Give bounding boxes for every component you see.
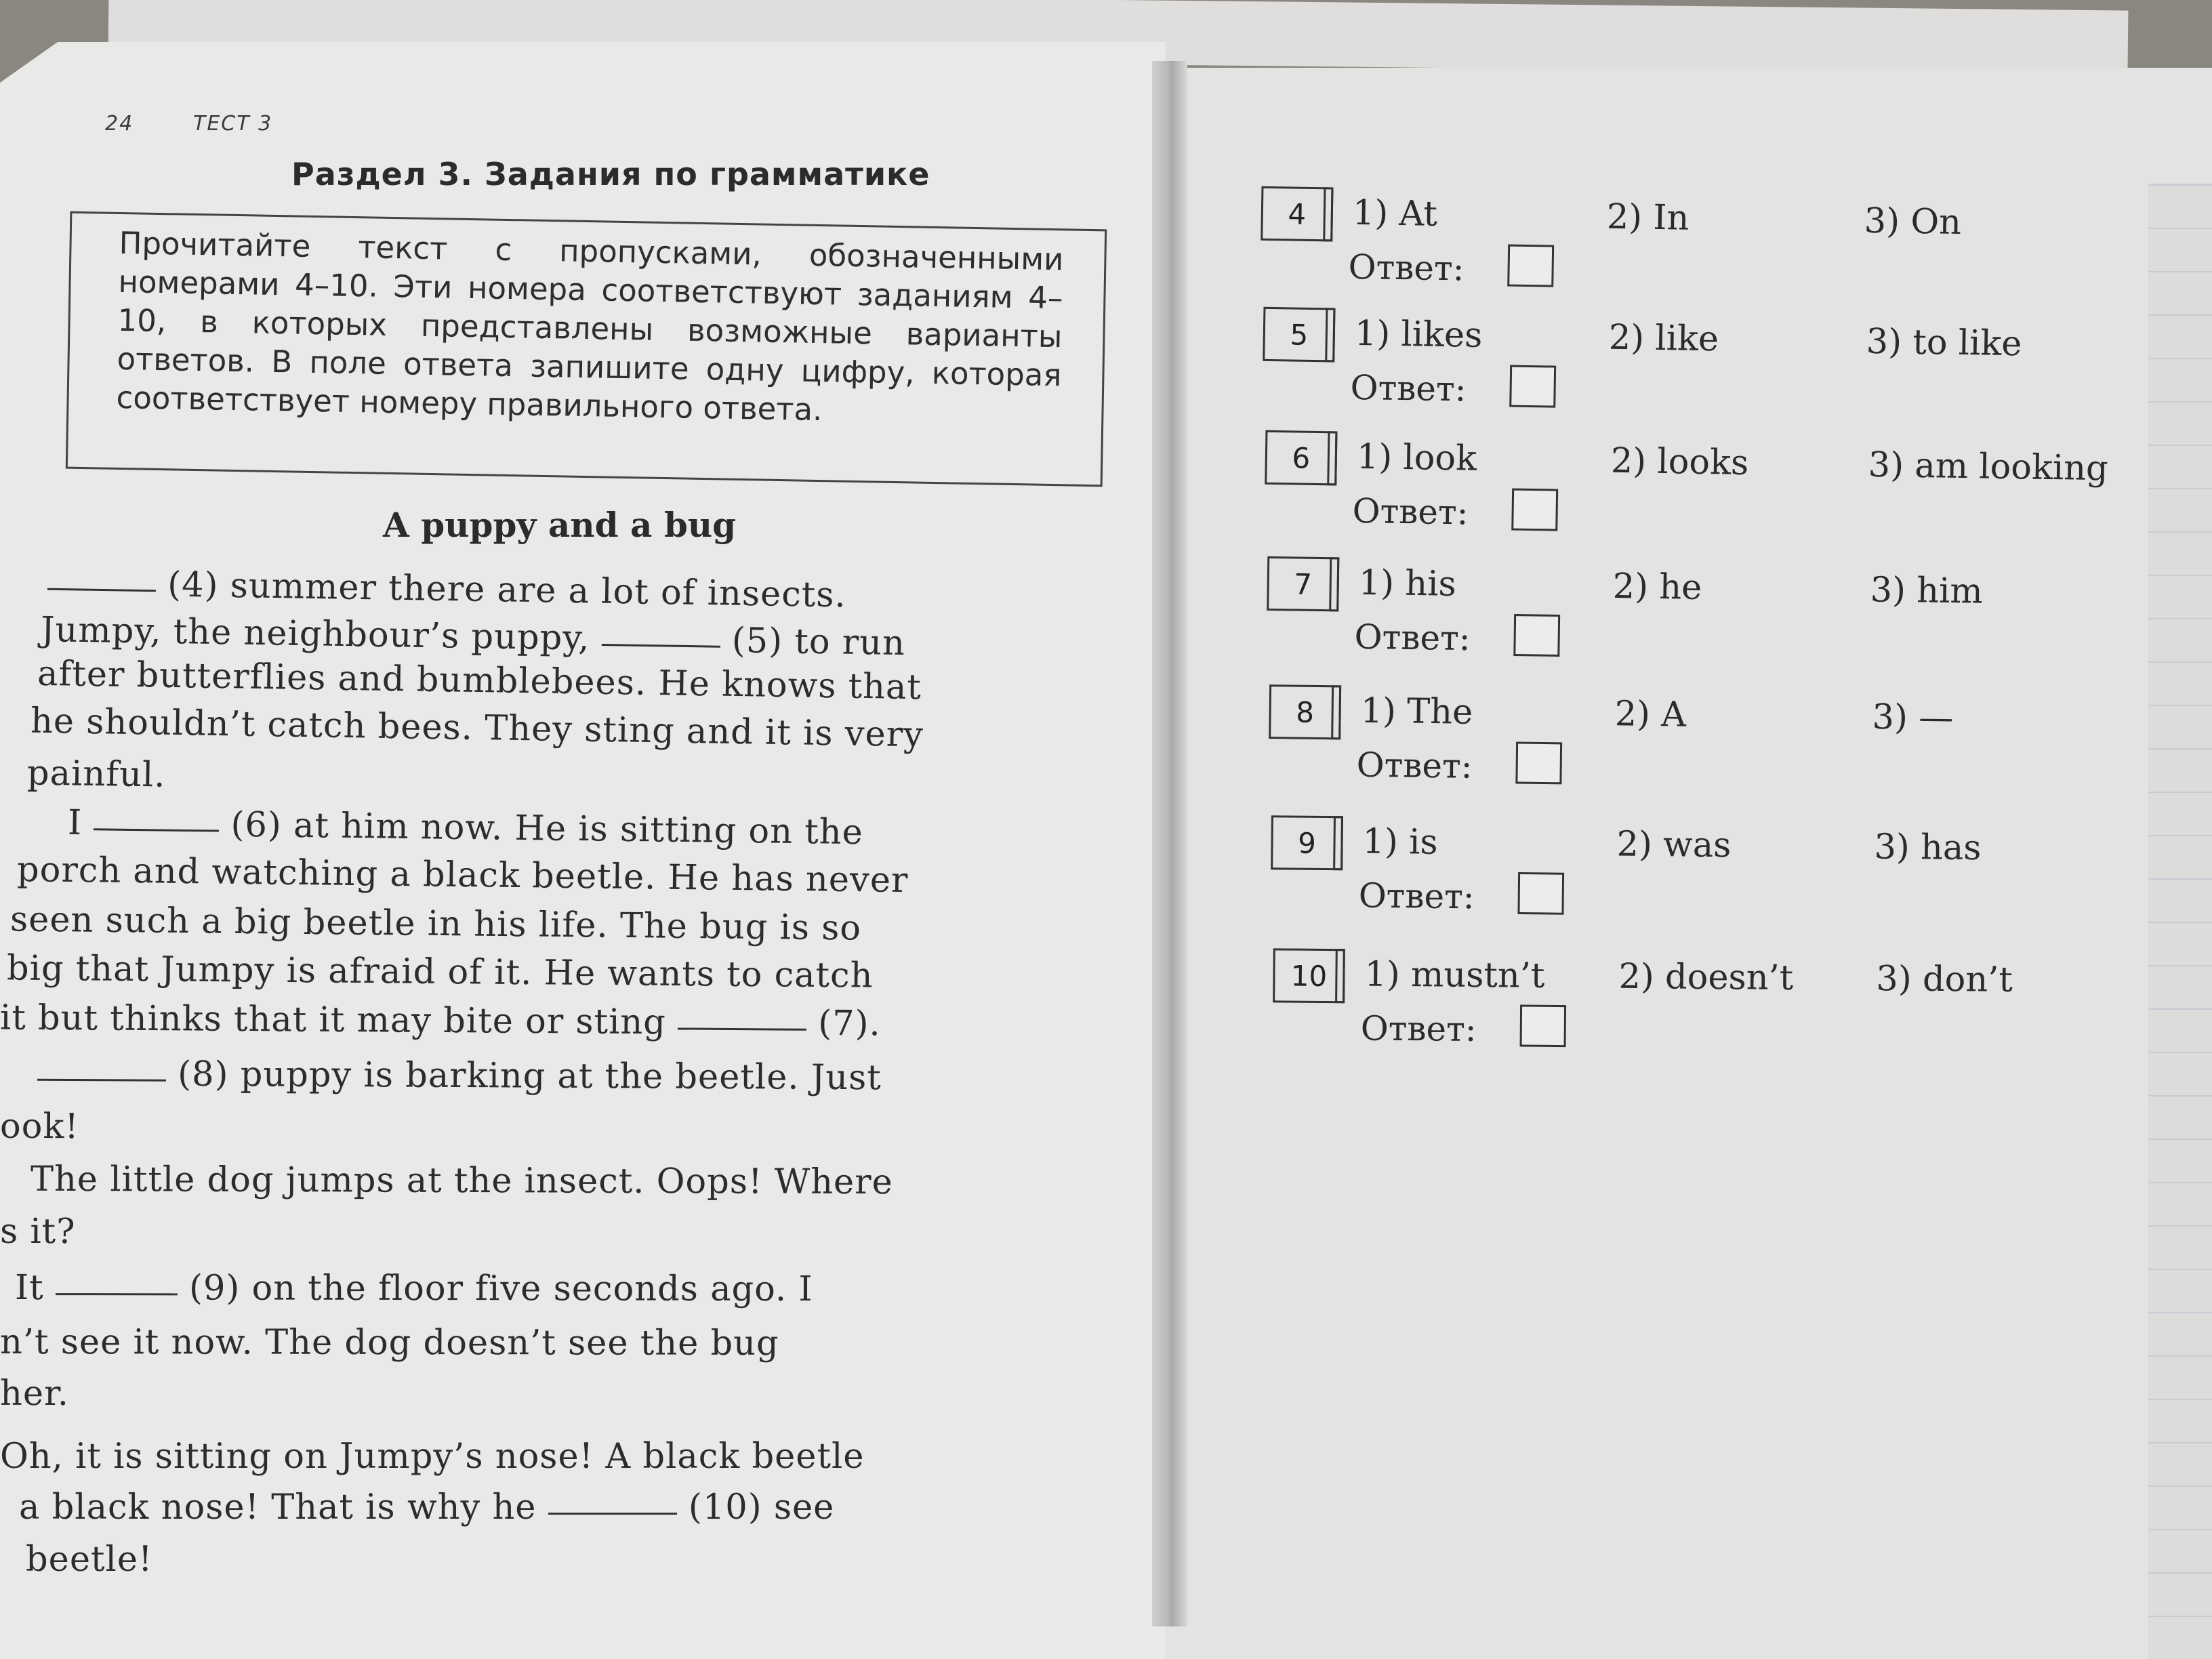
story-line-text-before: Oh, it is sitting on Jumpy’s nose! A black beetle	[0, 1437, 865, 1477]
answer-option: 3) to like	[1866, 321, 2022, 365]
story-title: A puppy and a bug	[383, 505, 737, 545]
story-line-text-before: porch and watching a black beetle. He has never	[16, 849, 909, 901]
answer-option: 2) looks	[1610, 441, 1749, 483]
question-5	[1262, 307, 2145, 443]
story-line	[30, 1160, 893, 1202]
story-line-text-before: seen such a big beetle in his life. The bug is so	[9, 899, 862, 949]
story-line	[0, 1437, 864, 1477]
story-line-text-before: after butterflies and bumblebees. He knows that	[37, 653, 922, 708]
gap-blank	[94, 827, 219, 832]
answer-option: 2) doesn’t	[1618, 956, 1794, 999]
story-line	[0, 1212, 76, 1252]
answer-option: 1) likes	[1354, 313, 1483, 356]
answer-option: 1) mustn’t	[1364, 954, 1545, 996]
answer-box[interactable]	[1513, 614, 1560, 657]
gap-blank	[548, 1512, 677, 1515]
story-line-text-before: it but thinks that it may bite or sting	[0, 998, 678, 1043]
story-line	[37, 1054, 882, 1099]
story-line-text-after: (5) to run	[720, 620, 906, 664]
answer-label: Ответ:	[1354, 617, 1471, 659]
answer-box[interactable]	[1511, 489, 1558, 531]
question-number: 8	[1269, 684, 1341, 739]
story-line-text-after: (10) see	[676, 1488, 835, 1528]
answer-box[interactable]	[1515, 742, 1562, 785]
story-line-text-before: s it?	[0, 1211, 76, 1252]
answer-option: 2) he	[1612, 567, 1702, 608]
question-7	[1266, 556, 2148, 691]
question-8	[1268, 684, 2150, 817]
answer-label: Ответ:	[1350, 367, 1467, 409]
answer-option: 1) look	[1356, 436, 1477, 479]
story-line-text-before: ook!	[0, 1106, 79, 1147]
answer-option: 1) is	[1362, 821, 1438, 863]
gap-blank	[602, 643, 720, 648]
story-line-text-before: I	[67, 802, 94, 844]
story-line-text-after: (6) at him now. He is sitting on the	[219, 804, 864, 853]
story-line-text-after: (8) puppy is barking at the beetle. Just	[165, 1054, 882, 1099]
answer-option: 2) like	[1608, 317, 1719, 360]
answer-option: 1) his	[1358, 562, 1457, 605]
answer-label: Ответ:	[1348, 247, 1465, 289]
story-line	[0, 1322, 779, 1364]
story-line	[15, 1268, 813, 1309]
story-line-text-before: a black nose! That is why he	[19, 1488, 548, 1528]
story-line-text-before: beetle!	[26, 1540, 153, 1580]
story-line-text-before	[47, 563, 48, 603]
gap-blank	[56, 1292, 178, 1295]
story-line	[0, 998, 881, 1044]
page-header: ТЕСТ 3	[193, 112, 273, 136]
question-6	[1264, 430, 2147, 566]
story-line-text-after: (4) summer there are a lot of insects.	[155, 565, 847, 616]
question-4	[1260, 186, 2143, 322]
story-line	[26, 1540, 153, 1580]
question-number: 9	[1271, 815, 1343, 870]
story-line-text-before: The little dog jumps at the insect. Oops! Where	[30, 1159, 893, 1203]
gap-blank	[678, 1027, 806, 1030]
question-number: 7	[1267, 556, 1339, 611]
instructions-box	[66, 211, 1107, 487]
answer-option: 1) The	[1360, 691, 1473, 733]
answer-option: 3) On	[1864, 201, 1962, 243]
gap-blank	[37, 1078, 166, 1082]
answer-option: 3) him	[1870, 570, 1984, 612]
answer-label: Ответ:	[1358, 876, 1475, 917]
question-10	[1272, 948, 2154, 1078]
story-line	[19, 1488, 834, 1528]
page-number: 24	[105, 112, 134, 136]
answer-option: 1) At	[1352, 192, 1438, 234]
question-number: 6	[1265, 430, 1337, 486]
question-number: 5	[1263, 307, 1335, 363]
story-line-text-after: (9) on the floor five seconds ago. I	[177, 1268, 813, 1310]
answer-label: Ответ:	[1352, 491, 1469, 533]
answer-option: 3) am looking	[1868, 445, 2109, 489]
book-spine	[1152, 61, 1187, 1626]
story-line-text-before: big that Jumpy is afraid of it. He wants to catch	[6, 948, 874, 996]
answer-label: Ответ:	[1360, 1008, 1477, 1049]
story-line	[0, 1107, 79, 1147]
gap-blank	[47, 588, 156, 592]
story-line	[7, 948, 874, 996]
question-9	[1270, 815, 2152, 947]
story-line-text-before: Jumpy, the neighbour’s puppy,	[40, 609, 602, 659]
story-line	[27, 753, 166, 795]
story-line-text-before: her.	[0, 1373, 70, 1414]
answer-option: 3) has	[1874, 827, 1982, 869]
answer-box[interactable]	[1509, 365, 1556, 408]
answer-option: 2) In	[1606, 197, 1689, 239]
background-sheet-edge	[2148, 183, 2212, 1659]
story-line-text-before: It	[14, 1267, 56, 1309]
story-line-text-after: (7).	[806, 1003, 881, 1044]
answer-option: 3) —	[1872, 697, 1954, 739]
question-number: 4	[1261, 186, 1333, 242]
story-line-text-before: n’t see it now. The dog doesn’t see the bug	[0, 1322, 779, 1364]
story-line-text-before: painful.	[26, 753, 166, 796]
question-number: 10	[1273, 948, 1345, 1003]
answer-box[interactable]	[1520, 1005, 1567, 1048]
answer-box[interactable]	[1507, 245, 1554, 287]
section-title: Раздел 3. Задания по грамматике	[291, 156, 930, 192]
answer-option: 2) A	[1614, 694, 1687, 735]
answer-label: Ответ:	[1356, 745, 1473, 786]
instructions-text: Прочитайте текст с пропусками, обозначенными номерами 4–10. Эти номера соответствуют заданиям 4–10, в которых представлены возможные варианты ответов. В поле ответа запишите одну цифру, которая соответствует номеру правильного ответа.	[116, 224, 1064, 428]
answer-box[interactable]	[1517, 872, 1564, 915]
answer-option: 3) don’t	[1876, 959, 2013, 1000]
story-line-text-before: he shouldn’t catch bees. They sting and it is very	[30, 701, 924, 756]
story-line	[0, 1374, 69, 1414]
answer-option: 2) was	[1616, 824, 1732, 866]
